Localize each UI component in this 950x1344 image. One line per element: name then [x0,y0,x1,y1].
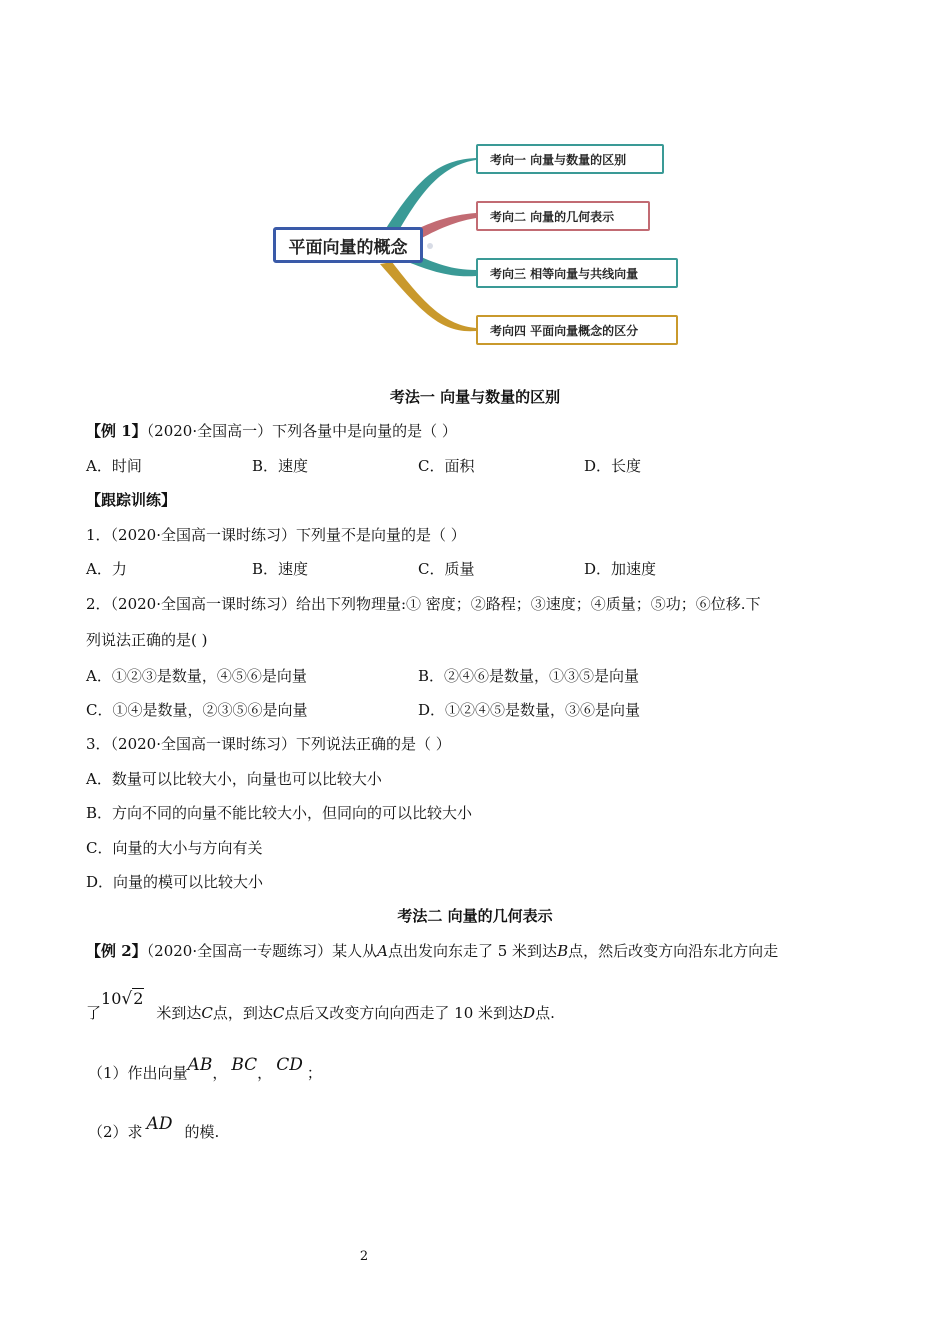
vector-bc: BC [231,1055,258,1075]
example2-label: 【例 2】 [86,942,147,960]
q2-option-b: B．②④⑥是数量，①③⑤是向量 [418,667,640,685]
q1-text: 1．（2020·全国高一课时练习）下列量不是向量的是（ ） [86,526,466,544]
q1-option-b: B．速度 [252,560,309,578]
q1-option-c: C．质量 [418,560,475,578]
example1-option-d: D．长度 [584,457,642,475]
point-a: A [377,942,388,960]
vector-ab: AB [187,1055,213,1075]
sqrt-expression [101,989,144,1008]
vector-cd: CD [276,1055,303,1075]
example1-option-b: B．速度 [252,457,309,475]
q3-option-c: C．向量的大小与方向有关 [86,839,263,857]
q2-option-a: A．①②③是数量，④⑤⑥是向量 [86,667,307,685]
vector-ad: AD [146,1114,173,1134]
mindmap-root: 平面向量的概念 [273,227,423,263]
q3-text: 3．（2020·全国高一课时练习）下列说法正确的是（ ） [86,735,451,753]
example2-part2 [88,1114,220,1142]
tracking-label: 【跟踪训练】 [86,491,177,509]
part1-comma-2: ， [257,1064,273,1082]
part1-semicolon: ； [306,1064,322,1082]
example2-text-2c: 点，到达 [212,1004,273,1022]
q2-option-c: C．①④是数量，②③⑤⑥是向量 [86,701,308,719]
sqrt-argument: 2 [133,989,144,1008]
mindmap-connectors [0,0,950,400]
part1-label: （1）作出向量 [88,1064,188,1082]
q3-option-d: D．向量的模可以比较大小 [86,873,264,891]
mindmap-branch-2: 考向二 向量的几何表示 [476,201,650,231]
example1-question [86,421,457,441]
example2-text-1a: （2020·全国高一专题练习）某人从 [146,942,378,960]
example2-text-2e: 点. [535,1004,555,1022]
q1-option-d: D．加速度 [584,560,657,578]
part2-label: （2）求 [88,1123,143,1141]
example2-line1 [86,941,778,961]
mindmap-branch-1: 考向一 向量与数量的区别 [476,144,664,174]
page-number: 2 [359,1249,369,1264]
example1-option-a: A．时间 [86,457,142,475]
example1-option-c: C．面积 [418,457,475,475]
q2-option-d: D．①②④⑤是数量，③⑥是向量 [418,701,641,719]
q3-option-b: B．方向不同的向量不能比较大小，但同向的可以比较大小 [86,804,473,822]
example2-text-1c: 点，然后改变方向沿东北方向走 [568,942,779,960]
part2-end: 的模. [184,1123,220,1141]
q3-option-a: A．数量可以比较大小，向量也可以比较大小 [86,770,382,788]
example2-line2 [86,989,555,1023]
example2-text-2b: 米到达 [156,1004,202,1022]
point-d: D [523,1004,536,1022]
q1-option-a: A．力 [86,560,127,578]
section1-title: 考法一 向量与数量的区别 [389,388,561,406]
mindmap-branch-3: 考向三 相等向量与共线向量 [476,258,678,288]
sqrt-radical-icon: √ [121,989,133,1009]
root-anchor-dot [427,243,433,249]
example2-text-2d: 点后又改变方向向西走了 10 米到达 [284,1004,524,1022]
mindmap-branch-4: 考向四 平面向量概念的区分 [476,315,678,345]
point-b: B [557,942,569,960]
example2-part1 [88,1055,322,1083]
q2-line2: 列说法正确的是( ) [86,631,208,649]
example1-label: 【例 1】 [86,422,147,440]
sqrt-coefficient: 10 [101,989,122,1008]
part1-comma-1: ， [212,1064,228,1082]
example2-text-2a: 了 [86,1004,102,1022]
q2-line1: 2．（2020·全国高一课时练习）给出下列物理量:① 密度；②路程；③速度；④质量；⑤功；⑥位移.下 [86,595,761,613]
section2-title: 考法二 向量的几何表示 [397,907,553,925]
point-c: C [201,1004,213,1022]
example2-text-1b: 点出发向东走了 5 米到达 [387,942,558,960]
point-c-2: C [272,1004,285,1022]
example1-text: （2020·全国高一）下列各量中是向量的是（ ） [146,422,457,440]
